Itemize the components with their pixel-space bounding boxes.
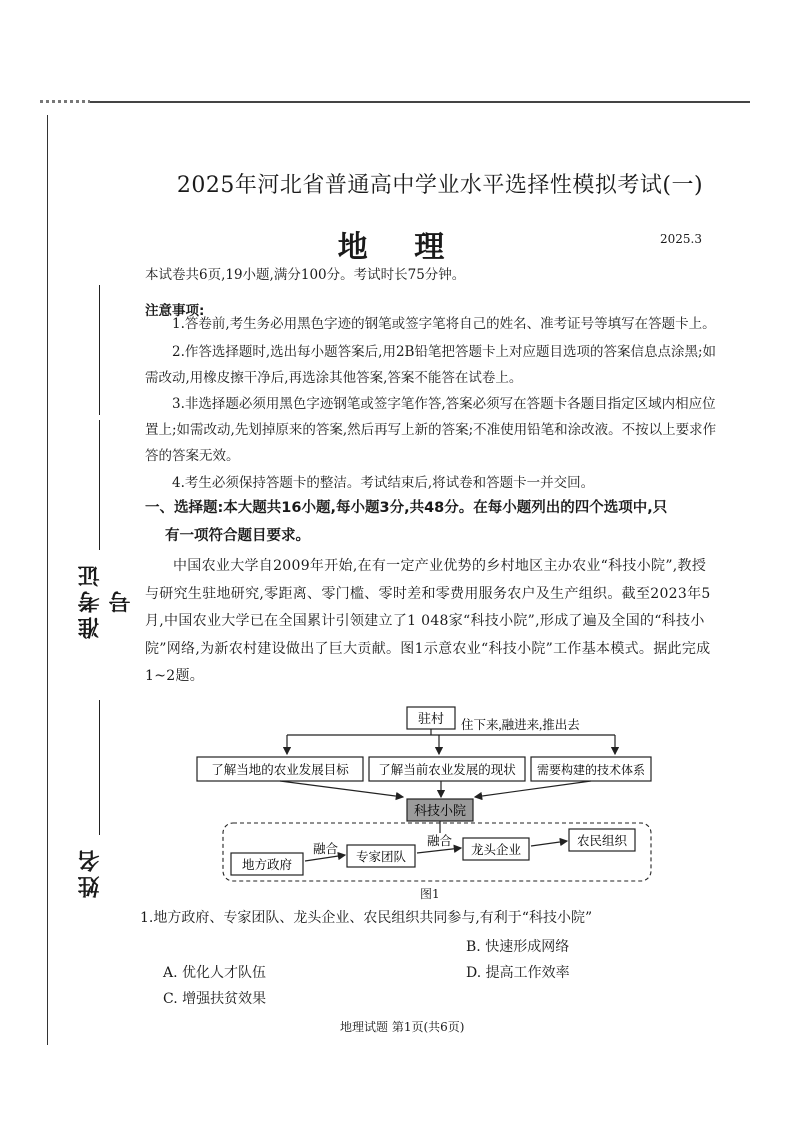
option-a: A. 优化人才队伍: [163, 965, 267, 981]
figure-1-diagram: [195, 705, 655, 889]
exam-number-line: [99, 420, 100, 550]
name-label: 姓名: [78, 846, 103, 899]
notice-item-4: 4.考生必须保持答题卡的整洁。考试结束后,将试卷和答题卡一并交回。: [172, 475, 595, 491]
exam-number-field: [75, 420, 134, 640]
link-arrow-2: [417, 848, 461, 853]
reading-passage: 中国农业大学自2009年开始,在有一定产业优势的乡村地区主办农业“科技小院”,教授与研究生驻地研究,零距离、零门槛、零时差和零费用服务农户及生产组织。截至2023年5月,中国农业大学已在全国累计引领建立了1 048家“科技小院”,形成了遍及全国的“科技小院”网络,为新农村建设做出了巨大贡献。图1示意农业“科技小院”工作基本模式。据此完成1~2题。: [145, 558, 711, 684]
node-goal-label: 了解当地的农业发展目标: [211, 763, 349, 777]
notice-item-1: 1.答卷前,考生务必用黑色字迹的钢笔或签字笔将自己的姓名、准考证号等填写在答题卡上。: [172, 316, 716, 332]
figure-caption: 图1: [420, 887, 440, 901]
link-arrow-3: [531, 841, 567, 846]
flow-diagram: [195, 705, 655, 885]
section-1-heading-cont: 有一项符合题目要求。: [165, 528, 310, 544]
exam-number-label: 准考证号: [78, 561, 134, 639]
notice-heading: 注意事项:: [145, 303, 205, 319]
binding-line: [47, 115, 48, 1045]
top-border-line: [90, 101, 750, 103]
node-enterprise-label: 龙头企业: [470, 843, 522, 857]
node-village-label: 驻村: [417, 711, 445, 726]
subject-title: 地 理: [337, 230, 463, 265]
exam-date: 2025.3: [660, 232, 702, 246]
node-status-label: 了解当前农业发展的现状: [378, 763, 516, 777]
page-footer: 地理试题 第1页(共6页): [340, 1020, 465, 1034]
notice-item-2: 2.作答选择题时,选出每小题答案后,用2B铅笔把答题卡上对应题目选项的答案信息点涂黑;如需改动,用橡皮擦干净后,再选涂其他答案,答案不能答在试卷上。: [145, 344, 717, 386]
exam-title: 2025年河北省普通高中学业水平选择性模拟考试(一): [176, 173, 704, 198]
exam-number-line-upper: [99, 285, 100, 415]
node-experts-label: 专家团队: [355, 850, 407, 864]
option-d: D. 提高工作效率: [466, 965, 570, 981]
name-line: [99, 700, 100, 835]
arrow-converge-1: [280, 781, 403, 797]
scan-noise: [40, 100, 90, 103]
section-1-heading: 一、选择题:本大题共16小题,每小题3分,共48分。在每小题列出的四个选项中,只: [145, 500, 668, 516]
intro-text: 本试卷共6页,19小题,满分100分。考试时长75分钟。: [145, 267, 466, 283]
name-field: [75, 700, 115, 900]
option-c: C. 增强扶贫效果: [163, 991, 267, 1007]
notice-item-3: 3.非选择题必须用黑色字迹钢笔或签字笔作答,答案必须写在答题卡各题目指定区域内相应位置上;如需改动,先划掉原来的答案,然后再写上新的答案;不准使用铅笔和涂改液。不按以上要求作答的答案无效。: [145, 396, 717, 464]
link-label-1: 融合: [313, 842, 339, 856]
option-b: B. 快速形成网络: [466, 939, 570, 955]
node-center-label: 科技小院: [413, 803, 467, 818]
node-farmers-label: 农民组织: [576, 834, 628, 848]
node-tech-label: 需要构建的技术体系: [536, 763, 646, 777]
link-label-2: 融合: [427, 834, 453, 848]
arrow-converge-3: [475, 781, 591, 797]
motto-text: 住下来,融进来,推出去: [461, 718, 580, 732]
question-1-stem: 1.地方政府、专家团队、龙头企业、农民组织共同参与,有利于“科技小院”: [140, 910, 593, 926]
node-government-label: 地方政府: [241, 858, 293, 872]
